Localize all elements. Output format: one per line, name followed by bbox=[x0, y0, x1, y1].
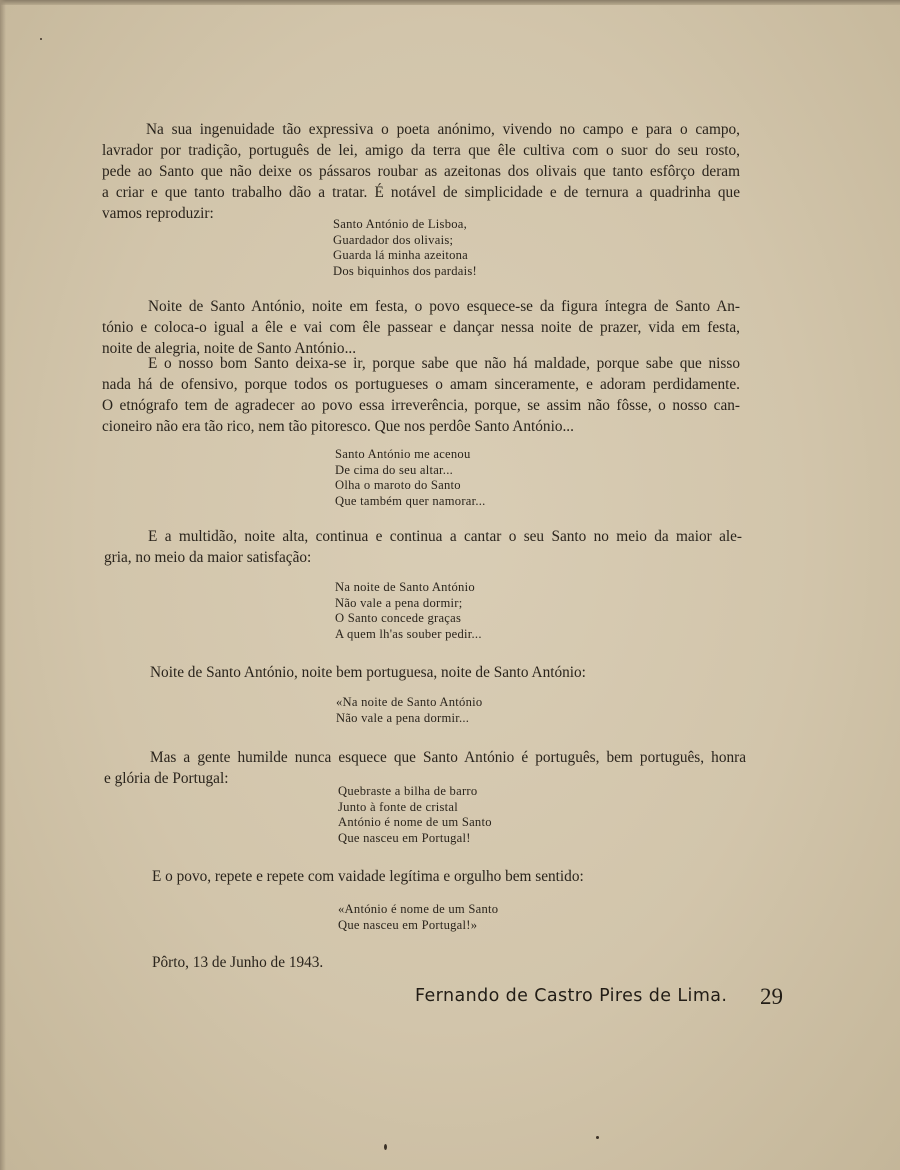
paragraph bbox=[104, 526, 742, 568]
text-line: Noite de Santo António, noite bem portuguesa, noite de Santo António: bbox=[150, 664, 586, 681]
ink-speck bbox=[596, 1136, 599, 1139]
text-line: vamos reproduzir: bbox=[102, 205, 214, 222]
text-line: cioneiro não era tão rico, nem tão pitoresco. Que nos perdôe Santo António... bbox=[102, 418, 574, 435]
verse-line: Na noite de Santo António bbox=[335, 580, 475, 594]
text-line: E o nosso bom Santo deixa-se ir, porque sabe que não há maldade, porque sabe que nisso bbox=[148, 355, 740, 372]
text-line: lavrador por tradição, português de lei, amigo da terra que êle cultiva com o suor do seu rosto, bbox=[102, 142, 740, 159]
verse-line: Junto à fonte de cristal bbox=[338, 799, 459, 814]
page-top-edge bbox=[0, 0, 900, 5]
paragraph bbox=[102, 296, 740, 359]
paragraph bbox=[104, 747, 746, 789]
text-line: E a multidão, noite alta, continua e continua a cantar o seu Santo no meio da maior ale- bbox=[148, 528, 742, 545]
verse-line: «António é nome de um Santo bbox=[338, 902, 499, 916]
text-line: O etnógrafo tem de agradecer ao povo essa irreverência, porque, se assim não fôsse, o nosso can- bbox=[102, 397, 740, 414]
verse-line: O Santo concede graças bbox=[335, 611, 462, 626]
verse-line: Dos biquinhos dos pardais! bbox=[333, 263, 477, 278]
ink-speck bbox=[40, 38, 42, 40]
text-line: pede ao Santo que não deixe os pássaros roubar as azeitonas dos olivais que tanto esfôrço deram bbox=[102, 163, 740, 180]
paragraph bbox=[150, 662, 750, 683]
verse-line: Guarda lá minha azeitona bbox=[333, 248, 469, 263]
verse-line: Não vale a pena dormir... bbox=[336, 710, 470, 725]
verse-line: Não vale a pena dormir; bbox=[335, 595, 463, 610]
verse-line: Santo António de Lisboa, bbox=[333, 217, 468, 231]
verse bbox=[338, 902, 498, 933]
text-line: noite de alegria, noite de Santo António... bbox=[102, 340, 357, 357]
page-number: 29 bbox=[760, 984, 783, 1009]
paragraph bbox=[102, 353, 740, 437]
verse-line: A quem lh'as souber pedir... bbox=[335, 626, 482, 641]
verse-line: Que nasceu em Portugal! bbox=[338, 830, 471, 845]
verse-line: Olha o maroto do Santo bbox=[335, 478, 461, 493]
verse-line: António é nome de um Santo bbox=[338, 815, 492, 830]
text-line: E o povo, repete e repete com vaidade legítima e orgulho bem sentido: bbox=[152, 868, 584, 885]
verse-line: Que também quer namorar... bbox=[335, 493, 486, 508]
paragraph bbox=[102, 119, 740, 224]
verse bbox=[335, 447, 486, 509]
verse bbox=[333, 217, 477, 279]
verse-line: Guardador dos olivais; bbox=[333, 232, 454, 247]
paragraph bbox=[152, 866, 752, 887]
text-line: a criar e que tanto trabalho dão a tratar. É notável de simplicidade e de ternura a quadrinha que bbox=[102, 184, 740, 201]
verse bbox=[335, 580, 482, 642]
verse-line: Quebraste a bilha de barro bbox=[338, 784, 478, 798]
verse-line: De cima do seu altar... bbox=[335, 462, 454, 477]
verse bbox=[338, 784, 492, 846]
ink-speck bbox=[384, 1144, 387, 1150]
verse bbox=[336, 695, 482, 726]
verse-line: Que nasceu em Portugal!» bbox=[338, 917, 478, 932]
verse-line: Santo António me acenou bbox=[335, 447, 471, 461]
page-left-edge bbox=[0, 0, 6, 1170]
text-line: gria, no meio da maior satisfação: bbox=[104, 549, 312, 566]
text-line: Na sua ingenuidade tão expressiva o poeta anónimo, vivendo no campo e para o campo, bbox=[146, 121, 740, 138]
dateline: Pôrto, 13 de Junho de 1943. bbox=[152, 954, 324, 971]
text-line: e glória de Portugal: bbox=[104, 770, 229, 787]
text-line: Mas a gente humilde nunca esquece que Santo António é português, bem português, honra bbox=[150, 749, 746, 766]
text-line: Noite de Santo António, noite em festa, o povo esquece-se da figura íntegra de Santo An- bbox=[148, 298, 740, 315]
verse-line: «Na noite de Santo António bbox=[336, 695, 483, 709]
author-signature: Fernando de Castro Pires de Lima. bbox=[415, 986, 728, 1006]
text-line: nada há de ofensivo, porque todos os portugueses o amam sinceramente, e adoram perdidamente. bbox=[102, 376, 740, 393]
text-line: tónio e coloca-o igual a êle e vai com êle passear e dançar nessa noite de prazer, vida em festa, bbox=[102, 319, 740, 336]
